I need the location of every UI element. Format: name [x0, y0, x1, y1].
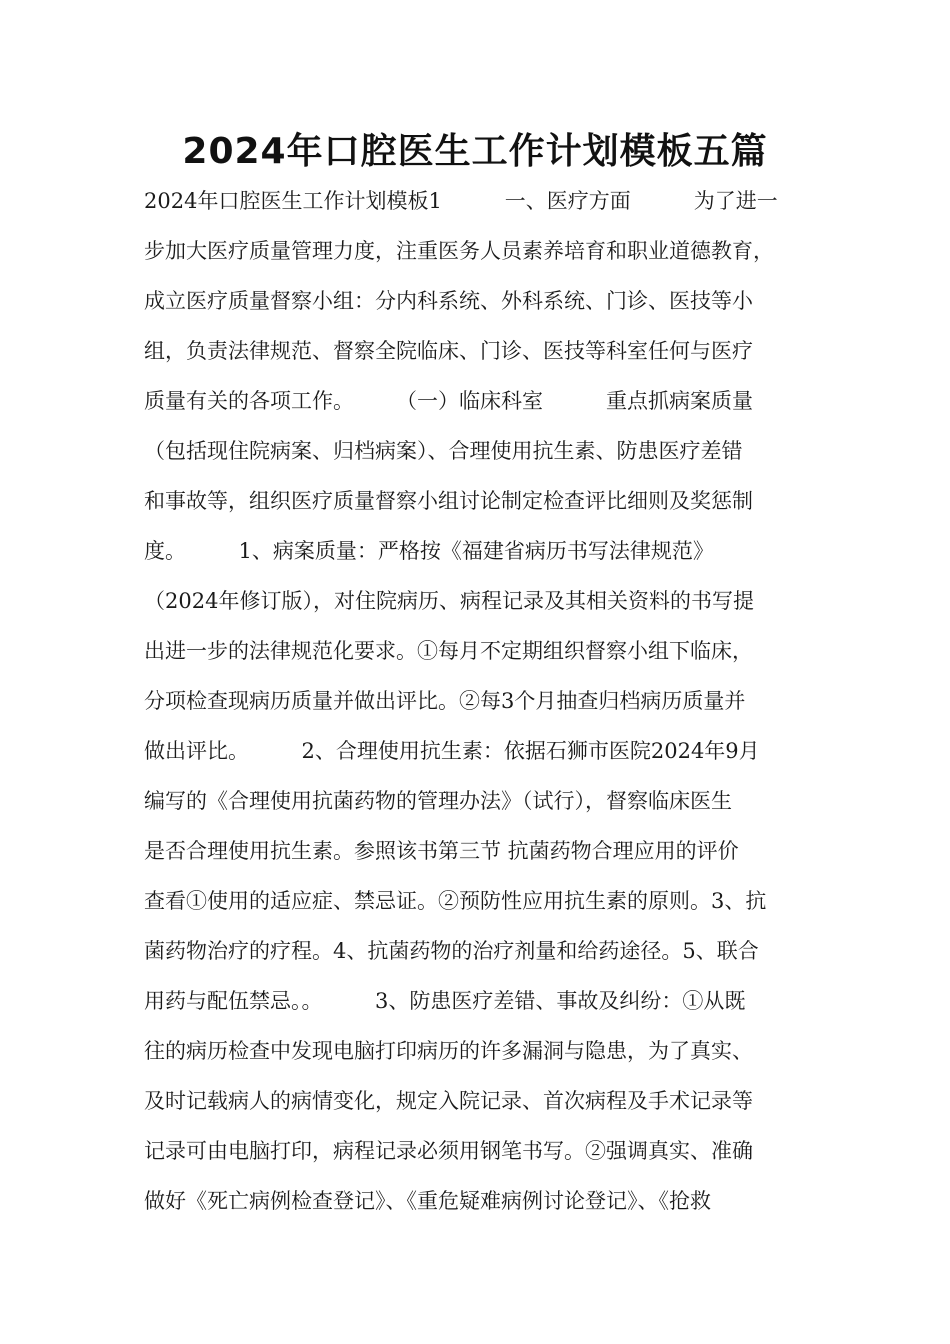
body-line: 记录可由电脑打印，病程记录必须用钢笔书写。②强调真实、准确 — [144, 1139, 753, 1163]
body-line: 查看①使用的适应症、禁忌证。②预防性应用抗生素的原则。3、抗 — [144, 889, 767, 913]
body-line: 及时记载病人的病情变化，规定入院记录、首次病程及手术记录等 — [144, 1089, 753, 1113]
body-line: 做出评比。 2、合理使用抗生素：依据石狮市医院2024年9月 — [144, 739, 760, 763]
document-body — [144, 183, 824, 1233]
body-line: 组，负责法律规范、督察全院临床、门诊、医技等科室任何与医疗 — [144, 339, 753, 363]
body-line: （包括现住院病案、归档病案）、合理使用抗生素、防患医疗差错 — [144, 439, 743, 463]
body-line: 用药与配伍禁忌。。 3、防患医疗差错、事故及纠纷：①从既 — [144, 989, 746, 1013]
body-line: 是否合理使用抗生素。参照该书第三节 抗菌药物合理应用的评价 — [144, 839, 739, 863]
body-line: 出进一步的法律规范化要求。①每月不定期组织督察小组下临床， — [144, 639, 753, 663]
body-line: 往的病历检查中发现电脑打印病历的许多漏洞与隐患，为了真实、 — [144, 1039, 753, 1063]
body-line: 分项检查现病历质量并做出评比。②每3个月抽查归档病历质量并 — [144, 689, 746, 713]
body-line: 度。 1、病案质量：严格按《福建省病历书写法律规范》 — [144, 539, 714, 563]
body-line: 做好《死亡病例检查登记》、《重危疑难病例讨论登记》、《抢救 — [144, 1189, 711, 1213]
body-line: 编写的《合理使用抗菌药物的管理办法》（试行），督察临床医生 — [144, 789, 732, 813]
body-line: 质量有关的各项工作。 （一）临床科室 重点抓病案质量 — [144, 389, 753, 413]
document-title: 2024年口腔医生工作计划模板五篇 — [182, 131, 768, 172]
body-line: 2024年口腔医生工作计划模板1 一、医疗方面 为了进一 — [144, 189, 778, 213]
body-line: 菌药物治疗的疗程。4、抗菌药物的治疗剂量和给药途径。5、联合 — [144, 939, 759, 963]
body-line: 和事故等，组织医疗质量督察小组讨论制定检查评比细则及奖惩制 — [144, 489, 753, 513]
body-line: 成立医疗质量督察小组：分内科系统、外科系统、门诊、医技等小 — [144, 289, 753, 313]
body-line: （2024年修订版），对住院病历、病程记录及其相关资料的书写提 — [144, 589, 754, 613]
body-line: 步加大医疗质量管理力度，注重医务人员素养培育和职业道德教育， — [144, 239, 774, 263]
